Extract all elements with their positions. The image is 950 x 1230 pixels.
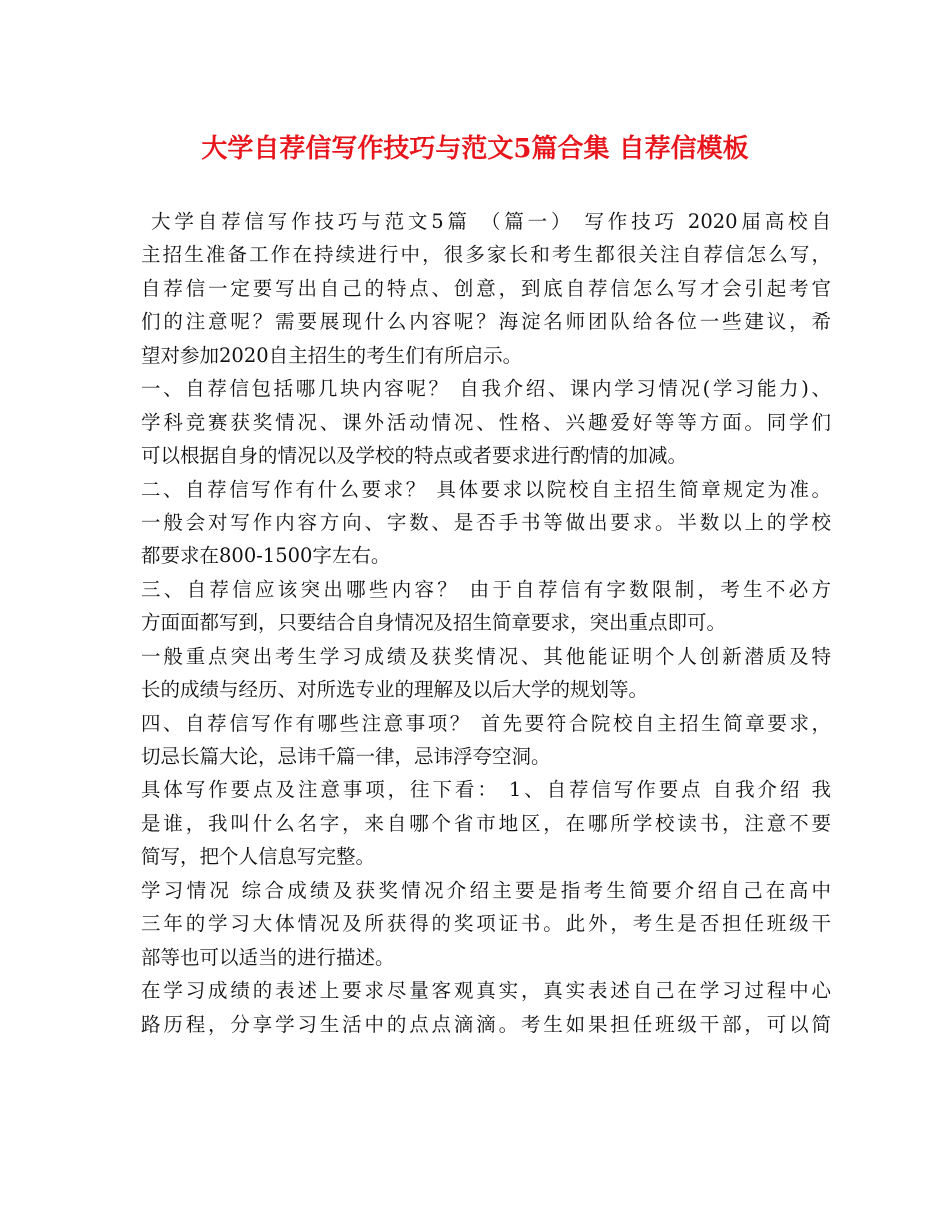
text-line: 二、自荐信写作有什么要求？ 具体要求以院校自主招生简章规定为准。: [141, 477, 831, 501]
text-line: 三、自荐信应该突出哪些内容？ 由于自荐信有字数限制，考生不必方: [141, 577, 831, 601]
text-line: 长的成绩与经历、对所选专业的理解及以后大学的规划等。: [141, 678, 649, 702]
text-line: 是谁，我叫什么名字，来自哪个省市地区，在哪所学校读书，注意不要: [141, 811, 831, 835]
text-line: 一般重点突出考生学习成绩及获奖情况、其他能证明个人创新潜质及特: [141, 644, 831, 668]
text-line: 简写，把个人信息写完整。: [141, 845, 376, 869]
text-line: 切忌长篇大论，忌讳千篇一律，忌讳浮夸空洞。: [141, 745, 551, 768]
text-line: 都要求在800-1500字左右。: [141, 544, 391, 568]
text-line: 学科竞赛获奖情况、课外活动情况、性格、兴趣爱好等等方面。同学们: [141, 410, 831, 434]
text-line: 学习情况 综合成绩及获奖情况介绍主要是指考生简要介绍自己在高中: [141, 878, 831, 902]
text-line: 一、自荐信包括哪几块内容呢？ 自我介绍、课内学习情况(学习能力)、: [141, 377, 831, 401]
document-title: 大学自荐信写作技巧与范文5篇合集 自荐信模板: [201, 134, 749, 164]
text-line: 主招生准备工作在持续进行中，很多家长和考生都很关注自荐信怎么写，: [141, 243, 831, 267]
text-line: 可以根据自身的情况以及学校的特点或者要求进行酌情的加减。: [141, 444, 688, 468]
text-line: 自荐信一定要写出自己的特点、创意，到底自荐信怎么写才会引起考官: [141, 276, 831, 300]
text-line: 路历程，分享学习生活中的点点滴滴。考生如果担任班级干部，可以简: [141, 1012, 831, 1036]
text-line: 大学自荐信写作技巧与范文5篇 （篇一） 写作技巧 2020届高校自: [151, 210, 831, 233]
text-line: 们的注意呢？需要展现什么内容呢？海淀名师团队给各位一些建议，希: [141, 310, 831, 334]
text-line: 望对参加2020自主招生的考生们有所启示。: [141, 343, 523, 367]
text-line: 部等也可以适当的进行描述。: [141, 945, 395, 969]
document-body: [141, 205, 831, 1041]
text-line: 具体写作要点及注意事项，往下看： 1、自荐信写作要点 自我介绍 我: [141, 778, 831, 802]
text-line: 一般会对写作内容方向、字数、是否手书等做出要求。半数以上的学校: [141, 510, 831, 534]
text-line: 在学习成绩的表述上要求尽量客观真实，真实表述自己在学习过程中心: [141, 979, 831, 1003]
text-line: 方面面都写到，只要结合自身情况及招生简章要求，突出重点即可。: [141, 611, 727, 635]
text-line: 四、自荐信写作有哪些注意事项？ 首先要符合院校自主招生简章要求，: [141, 711, 831, 735]
text-line: 三年的学习大体情况及所获得的奖项证书。此外，考生是否担任班级干: [141, 912, 831, 936]
